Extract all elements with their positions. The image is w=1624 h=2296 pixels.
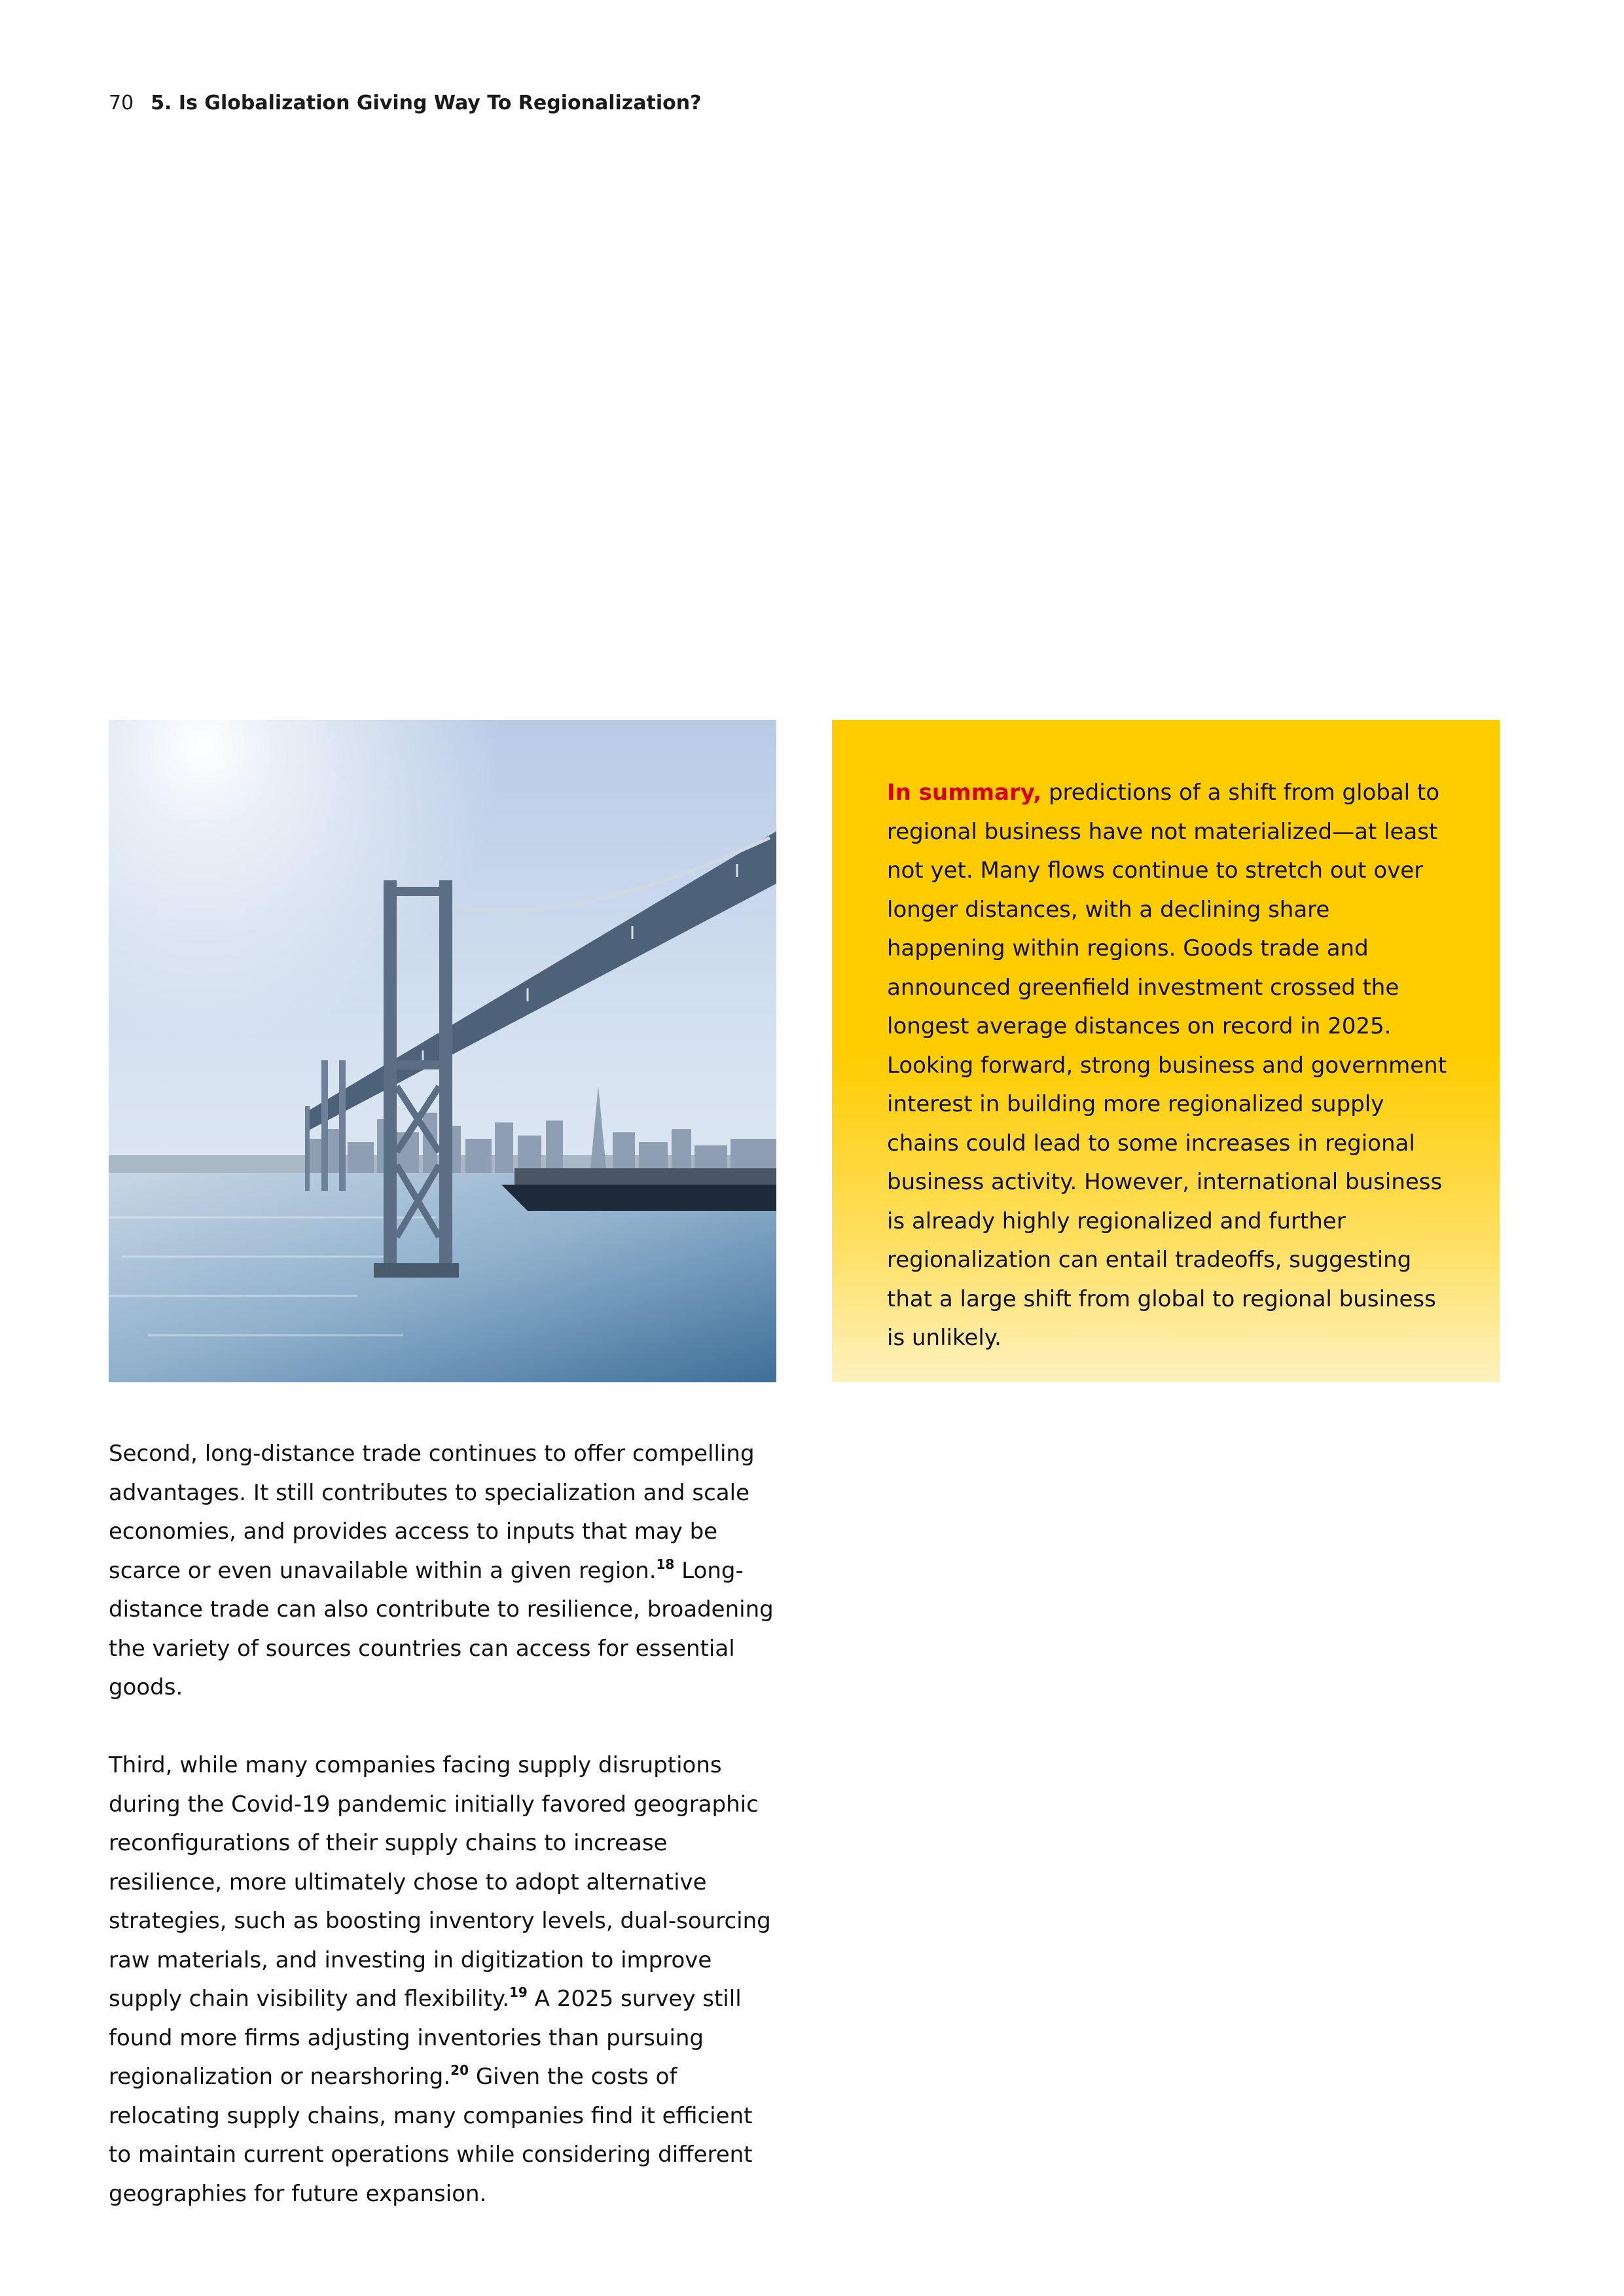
body-paragraph	[109, 1435, 776, 1708]
body-text-run: A 2025 survey still found more firms adjusting inventories than pursuing regionalization or nearshoring.	[109, 1986, 742, 2090]
summary-callout	[832, 720, 1500, 1382]
summary-paragraph	[887, 774, 1449, 1358]
footnote-ref[interactable]: 18	[656, 1556, 675, 1572]
bridge-illustration	[109, 720, 776, 1382]
footnote-ref[interactable]: 19	[509, 1984, 528, 2000]
footnote-ref[interactable]: 20	[450, 2062, 469, 2078]
body-text	[109, 1435, 776, 2253]
body-text-run: Second, long-distance trade continues to offer compelling advantages. It still contributes to specialization and scale economies, and provides access to inputs that may be scarce or even unavailable within a given region.	[109, 1441, 755, 1584]
body-text-run: Long-distance trade can also contribute to resilience, broadening the variety of sources countries can access for essential goods.	[109, 1557, 774, 1700]
chapter-title: 5. Is Globalization Giving Way To Regionalization?	[151, 92, 702, 115]
summary-lead: In summary,	[887, 780, 1042, 806]
page-number: 70	[109, 92, 134, 115]
bridge-photo	[109, 720, 776, 1382]
body-paragraph	[109, 1746, 776, 2214]
summary-body: predictions of a shift from global to regional business have not materialized—at least not yet. Many flows continue to stretch out over longer distances, with a declining share happening within regions. Goods trade and announced greenfield investment crossed the longest average distances on record in 2025. Looking forward, strong business and government interest in building more regionalized supply chains could lead to some increases in regional business activity. However, international business is already highly regionalized and further regionalization can entail tradeoffs, suggesting that a large shift from global to regional business is unlikely.	[887, 780, 1447, 1351]
body-text-run: Third, while many companies facing supply disruptions during the Covid-19 pandemic initially favored geographic reconfigurations of their supply chains to increase resilience, more ultimately chose to adopt alternative strategies, such as boosting inventory levels, dual-sourcing raw materials, and investing in digitization to improve supply chain visibility and flexibility.	[109, 1752, 771, 2012]
cargo-ship	[501, 1168, 776, 1211]
running-header	[109, 90, 702, 117]
body-text-run: Given the costs of relocating supply chains, many companies find it efficient to maintain current operations while considering different geographies for future expansion.	[109, 2064, 753, 2207]
